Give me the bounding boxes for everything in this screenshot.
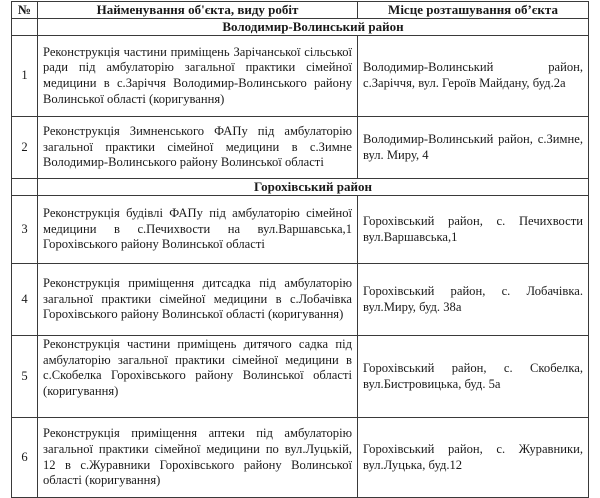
row-name: Реконструкція частини приміщень дитячого садка під амбулаторію загальної практики сімейної медицини в с.Скобелка Горохівського району Волинської області (коригування) [38,336,358,418]
district-num-empty [12,179,38,196]
row-location: Володимир-Волинський район, с.Заріччя, вул. Героїв Майдану, буд.2а [358,36,589,117]
district-row [12,19,589,36]
row-location: Володимир-Волинський район, с.Зимне, вул. Миру, 4 [358,117,589,179]
row-name: Реконструкція Зимненського ФАПу під амбулаторію загальної практики сімейної медицини в с.Зимне Володимир-Волинського району Волинської області [38,117,358,179]
row-location: Горохівський район, с. Журавники, вул.Луцька, буд.12 [358,418,589,498]
row-num: 4 [12,264,38,336]
row-name: Реконструкція приміщення дитсадка під амбулаторію загальної практики сімейної медицини в с.Лобачівка Горохівського району Волинської області (коригування) [38,264,358,336]
row-name: Реконструкція частини приміщень Зарічанської сільської ради під амбулаторію загальної практики сімейної медицини в с.Заріччя Володимир-Волинського району Волинської області (коригування) [38,36,358,117]
district-title: Горохівський район [38,179,589,196]
table-row [12,36,589,117]
district-row [12,179,589,196]
district-title: Володимир-Волинський район [38,19,589,36]
row-num: 1 [12,36,38,117]
header-num: № [12,2,38,19]
row-location: Горохівський район, с. Печихвости вул.Варшавська,1 [358,196,589,264]
header-location: Місце розташування об’єкта [358,2,589,19]
row-name: Реконструкція приміщення аптеки під амбулаторію загальної практики сімейної медицини по вул.Луцькій, 12 в с.Журавники Горохівського району Волинської області (коригування) [38,418,358,498]
district-num-empty [12,19,38,36]
row-num: 5 [12,336,38,418]
row-num: 2 [12,117,38,179]
header-name: Найменування об'єкта, виду робіт [38,2,358,19]
table-row [12,117,589,179]
table-row [12,196,589,264]
objects-table [11,1,589,498]
table-row [12,336,589,418]
table-row [12,264,589,336]
row-name: Реконструкція будівлі ФАПу під амбулаторію сімейної медицини в с.Печихвости на вул.Варшавська,1 Горохівського району Волинської області [38,196,358,264]
table-row [12,418,589,498]
row-location: Горохівський район, с. Лобачівка. вул.Миру, буд. 38а [358,264,589,336]
row-num: 3 [12,196,38,264]
row-num: 6 [12,418,38,498]
header-row [12,2,589,19]
row-location: Горохівський район, с. Скобелка, вул.Бистровицька, буд. 5а [358,336,589,418]
